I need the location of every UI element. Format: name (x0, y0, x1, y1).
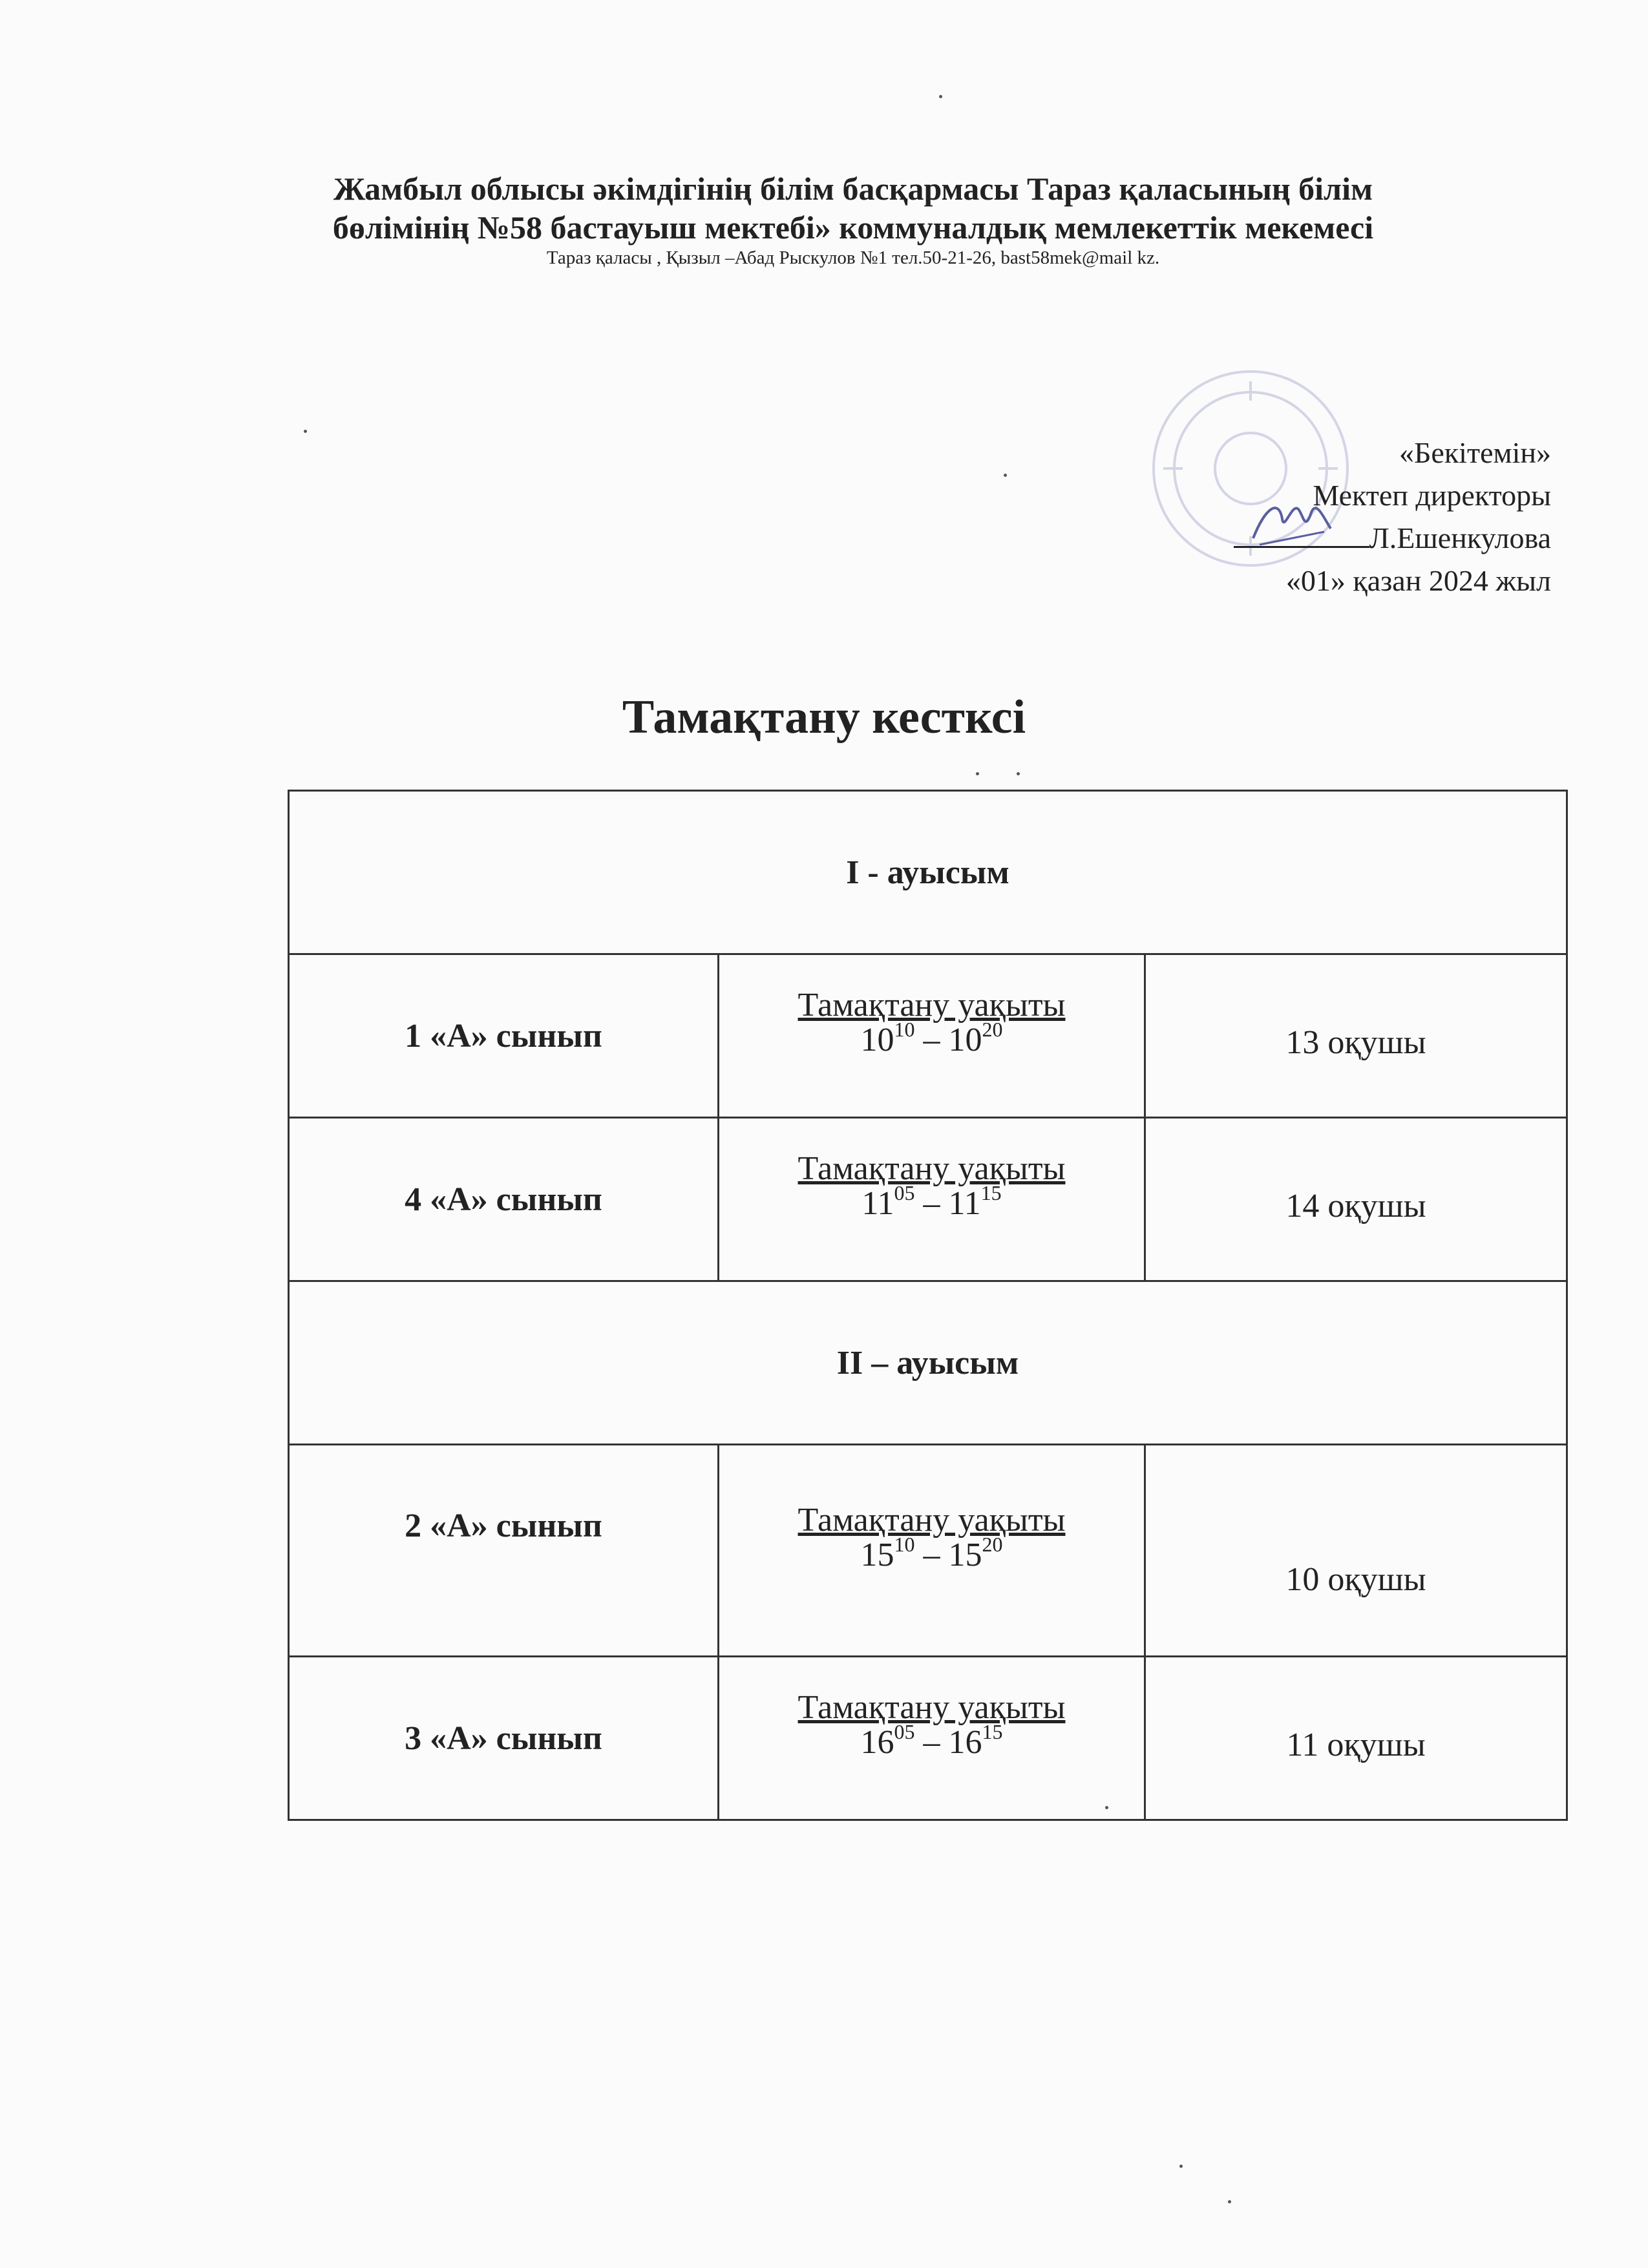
meal-time-range: $10^{10} - 10^{20}$ (860, 1018, 1003, 1058)
class-name: 1 «А» сынып (289, 954, 719, 1118)
class-name: 4 «А» сынып (289, 1118, 719, 1281)
meal-time-range: $15^{10} - 15^{20}$ (860, 1532, 1003, 1573)
scan-speck (939, 95, 942, 98)
meal-time-label: Тамақтану уақыты (798, 1501, 1066, 1538)
student-count: 13 оқушы (1145, 954, 1567, 1118)
scan-speck (1179, 2165, 1183, 2168)
document-header (246, 169, 1461, 269)
approval-date: «01» қазан 2024 жыл (1285, 564, 1551, 597)
meal-time-cell (719, 1445, 1145, 1657)
meal-time-label: Тамақтану уақыты (798, 987, 1066, 1024)
meal-time-range: $11^{05} - 11^{15}$ (861, 1181, 1002, 1222)
approval-position: Мектеп директоры (1313, 479, 1551, 512)
shift-header-row (289, 791, 1567, 954)
shift-header-row (289, 1281, 1567, 1445)
approval-heading: «Бекітемін» (1399, 436, 1551, 469)
meal-time-cell (719, 1657, 1145, 1820)
meal-time-label: Тамақтану уақыты (798, 1689, 1066, 1726)
signature-icon (1247, 493, 1337, 551)
header-line-1: Жамбыл облысы әкімдігінің білім басқармасы Тараз қаласының білім (333, 171, 1373, 207)
student-count: 10 оқушы (1145, 1445, 1567, 1657)
table-row (289, 954, 1567, 1118)
page-title: Тамақтану кестксі (622, 691, 1026, 744)
class-name: 2 «А» сынып (289, 1445, 719, 1657)
meal-time-cell (719, 954, 1145, 1118)
scan-speck (1017, 772, 1020, 775)
header-address: Тараз қаласы , Қызыл –Абад Рыскулов №1 тел.50-21-26, bast58mek@mail kz. (546, 247, 1160, 268)
scan-speck (976, 772, 979, 775)
meal-time-range: $16^{05} - 16^{15}$ (860, 1720, 1003, 1761)
meal-schedule-table (288, 790, 1568, 1821)
student-count: 14 оқушы (1145, 1118, 1567, 1281)
class-name: 3 «А» сынып (289, 1657, 719, 1820)
student-count: 11 оқушы (1145, 1657, 1567, 1820)
scan-speck (1105, 1806, 1108, 1809)
scan-speck (1004, 474, 1007, 477)
table-row (289, 1118, 1567, 1281)
approval-signature-line (1099, 517, 1551, 560)
header-line-2: бөлімінің №58 бастауыш мектебі» коммуналдық мемлекеттік мекемесі (332, 209, 1374, 246)
meal-time-label: Тамақтану уақыты (798, 1150, 1066, 1187)
table-row (289, 1657, 1567, 1820)
signature-line (1234, 520, 1369, 548)
shift-label: ІІ – ауысым (289, 1281, 1567, 1445)
scan-speck (304, 430, 307, 433)
scan-speck (1228, 2200, 1231, 2203)
approval-block (1099, 432, 1551, 602)
meal-time-cell (719, 1118, 1145, 1281)
table-row (289, 1445, 1567, 1657)
director-name: Л.Ешенкулова (1369, 521, 1551, 554)
shift-label: І - ауысым (289, 791, 1567, 954)
